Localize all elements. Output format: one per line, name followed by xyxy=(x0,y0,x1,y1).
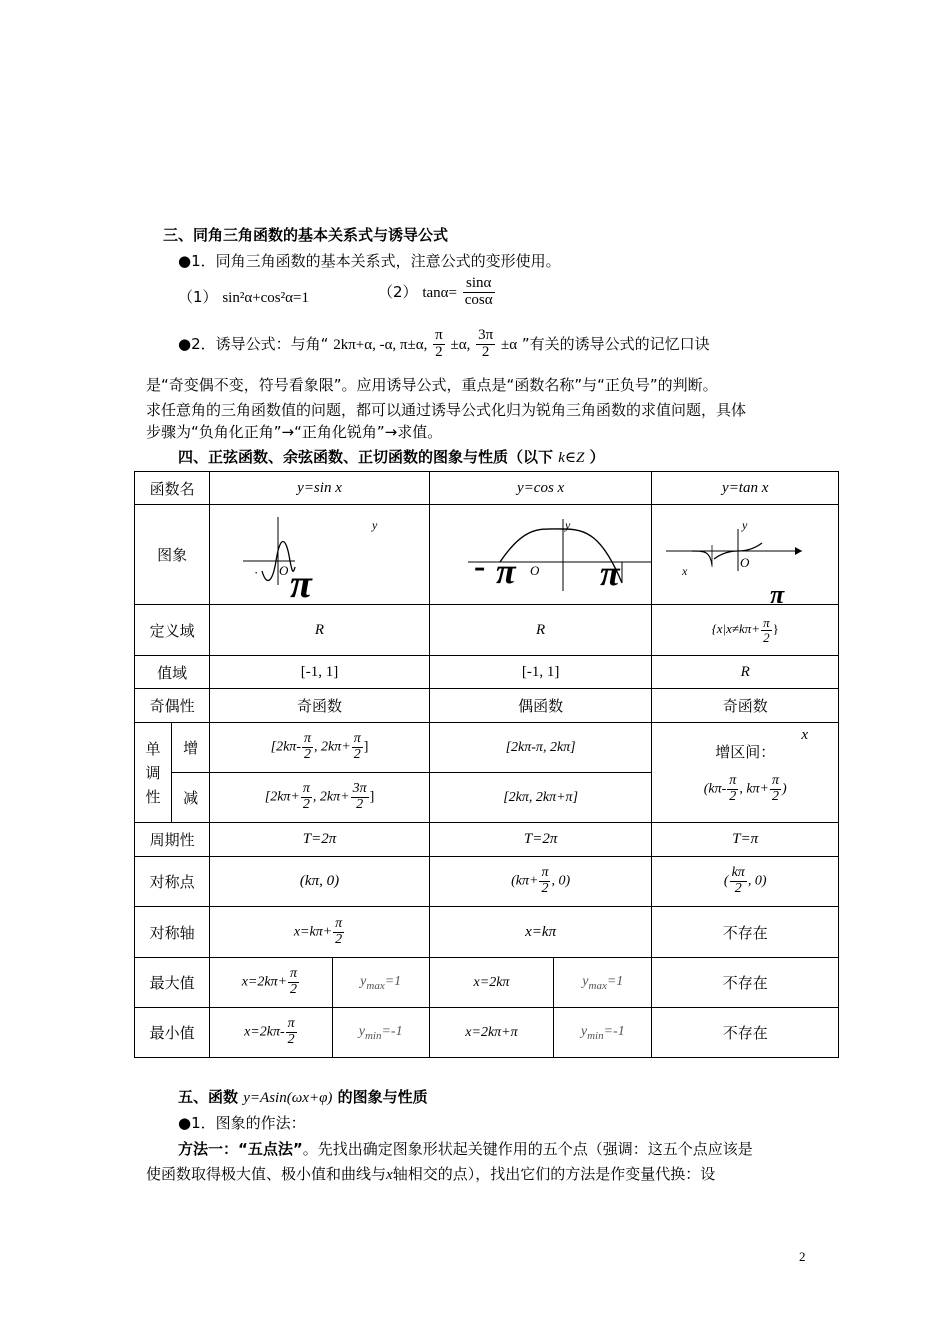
formula-row-1 xyxy=(178,286,309,307)
sin-dot-label: · xyxy=(254,565,259,580)
sin-pi-label: π xyxy=(290,561,313,603)
max-sin-y xyxy=(332,958,429,1008)
frac-den: 2 xyxy=(541,881,549,896)
item2-pm1: ±α, xyxy=(450,336,471,353)
frac-num: π xyxy=(541,865,549,881)
sin-dec-c: ] xyxy=(369,789,375,805)
tan-mono-interval xyxy=(652,774,838,804)
frac-num: π xyxy=(290,966,298,982)
sin-y-label: y xyxy=(372,518,378,532)
sin-dec-frac1 xyxy=(301,782,312,812)
frac-num: π xyxy=(772,772,780,788)
min-val: =-1 xyxy=(381,1023,403,1039)
row-mono-label xyxy=(135,723,172,823)
formula1: sin²α+cos²α=1 xyxy=(222,290,309,306)
max-tan: 不存在 xyxy=(652,958,839,1008)
parity-sin: 奇函数 xyxy=(210,689,430,723)
section5-line2 xyxy=(146,1163,715,1184)
sin-dec-frac2 xyxy=(351,782,369,812)
domain-tan-den: 2 xyxy=(763,629,770,645)
center-cos xyxy=(429,857,652,907)
section5-title-math: y=Asin(ωx+φ) xyxy=(243,1090,333,1106)
domain-tan-num: π xyxy=(763,614,770,630)
max-val: =1 xyxy=(606,973,624,989)
tan-stray-x: x xyxy=(801,727,808,743)
axis-sin-frac xyxy=(333,917,344,947)
cos-minus-label: - xyxy=(473,548,486,585)
min-y: y xyxy=(580,1023,588,1039)
item2-frac1-den: 2 xyxy=(435,343,443,360)
properties-table xyxy=(134,471,839,1058)
frac-den: 2 xyxy=(290,982,298,997)
table-row xyxy=(135,472,839,505)
frac-den: 2 xyxy=(772,788,779,804)
section4-title xyxy=(178,446,605,467)
center-cos-a: (kπ+ xyxy=(511,873,539,889)
range-cos: [-1, 1] xyxy=(429,656,652,689)
range-sin: [-1, 1] xyxy=(210,656,430,689)
section5-title-a: 五、函数 xyxy=(178,1088,239,1106)
formula2-den: cosα xyxy=(464,291,493,308)
method-label: 方法一：“五点法” xyxy=(178,1140,303,1158)
table-row xyxy=(135,689,839,723)
tan-monotonic xyxy=(652,723,839,823)
para-line3: 步骤为“负角化正角”→“正角化锐角”→求值。 xyxy=(146,423,443,441)
formula-row-2 xyxy=(378,276,496,309)
domain-tan-post: } xyxy=(772,620,779,636)
domain-tan-frac xyxy=(761,616,772,644)
cos-increasing: [2kπ-π, 2kπ] xyxy=(429,723,652,773)
row-period-label: 周期性 xyxy=(135,823,210,857)
para-line1: 是“奇变偶不变，符号看象限”。应用诱导公式，重点是“函数名称”与“正负号”的判断。 xyxy=(146,376,718,394)
min-sin-frac xyxy=(286,1017,297,1047)
domain-tan xyxy=(652,605,839,656)
parity-cos: 偶函数 xyxy=(429,689,652,723)
period-sin: T=2π xyxy=(210,823,430,857)
sin-dec-b: , 2kπ+ xyxy=(312,789,350,805)
item2-frac2-den: 2 xyxy=(481,343,490,360)
tan-curve-left xyxy=(692,551,712,565)
graph-cos-cell xyxy=(429,505,652,605)
frac-den: 2 xyxy=(729,788,737,804)
sin-inc-b: , 2kπ+ xyxy=(314,739,351,755)
min-sub: min xyxy=(364,1029,382,1042)
section3-item1: ●1．同角三角函数的基本关系式，注意公式的变形使用。 xyxy=(178,252,561,270)
axis-sin xyxy=(210,907,430,958)
frac-den: 2 xyxy=(302,797,310,812)
row-range-label: 值域 xyxy=(135,656,210,689)
frac-den: 2 xyxy=(335,931,343,947)
min-cos-y xyxy=(554,1008,652,1058)
domain-cos: R xyxy=(429,605,652,656)
item2-frac2 xyxy=(476,328,495,361)
graph-tan-cell xyxy=(652,505,839,605)
min-val: =-1 xyxy=(603,1023,625,1039)
min-cos-x: x=2kπ+π xyxy=(429,1008,553,1058)
mono-char-1: 单 xyxy=(145,739,161,758)
section4-title-end: ） xyxy=(589,448,605,466)
frac-num: π xyxy=(353,731,361,747)
section3-item2 xyxy=(178,328,710,361)
tan-mono-frac2 xyxy=(770,774,781,804)
section4-title-math: k∈Z xyxy=(558,450,585,466)
section5-item1: ●1．图象的作法： xyxy=(178,1114,306,1132)
max-sin-frac xyxy=(288,967,299,997)
cos-graph xyxy=(430,505,652,603)
table-row xyxy=(135,823,839,857)
para-line2: 求任意角的三角函数值的问题，都可以通过诱导公式化归为锐角三角函数的求值问题，具体 xyxy=(146,401,747,419)
tan-y-label: y xyxy=(742,518,748,532)
cos-pi-right: π xyxy=(599,553,620,593)
cos-pi-left: π xyxy=(495,551,516,591)
table-row xyxy=(135,958,839,1008)
frac-num: π xyxy=(302,781,310,797)
line2-b: 轴相交的点），找出它们的方法是作变量代换：设 xyxy=(392,1165,716,1183)
row-domain-label: 定义域 xyxy=(135,605,210,656)
sin-decreasing xyxy=(210,773,430,823)
formula2-label: （2） xyxy=(378,282,418,301)
table-row xyxy=(135,656,839,689)
item2-frac1 xyxy=(433,328,445,361)
table-row xyxy=(135,605,839,656)
graph-sin-cell xyxy=(210,505,430,605)
axis-cos: x=kπ xyxy=(429,907,652,958)
mono-dec-label: 减 xyxy=(172,773,210,823)
item2-angles: 2kπ+α, -α, π±α, xyxy=(333,336,428,353)
section5-method xyxy=(178,1138,753,1159)
min-sin-y xyxy=(332,1008,429,1058)
sin-inc-a: [2kπ- xyxy=(270,739,301,755)
axis-tan: 不存在 xyxy=(652,907,839,958)
center-tan xyxy=(652,857,839,907)
center-sin: (kπ, 0) xyxy=(210,857,430,907)
domain-sin: R xyxy=(210,605,430,656)
row-max-label: 最大值 xyxy=(135,958,210,1008)
cos-decreasing: [2kπ, 2kπ+π] xyxy=(429,773,652,823)
section3-title: 三、同角三角函数的基本关系式与诱导公式 xyxy=(163,226,449,244)
center-tan-frac xyxy=(730,866,747,896)
frac-num: π xyxy=(303,731,311,747)
frac-den: 2 xyxy=(353,747,361,762)
formula2-lhs: tanα= xyxy=(422,284,457,301)
min-tan: 不存在 xyxy=(652,1008,839,1058)
row-parity-label: 奇偶性 xyxy=(135,689,210,723)
sin-increasing xyxy=(210,723,430,773)
item2-frac2-num: 3π xyxy=(478,327,494,343)
cos-y-label: y xyxy=(564,518,571,532)
row-center-label: 对称点 xyxy=(135,857,210,907)
min-y: y xyxy=(358,1023,365,1039)
cos-origin: O xyxy=(529,563,540,578)
period-cos: T=2π xyxy=(429,823,652,857)
tan-pi-label: π xyxy=(770,580,785,603)
max-y: y xyxy=(582,973,589,989)
sin-inc-c: ] xyxy=(363,739,369,755)
page-number: 2 xyxy=(799,1249,806,1264)
header-label: 函数名 xyxy=(135,472,210,505)
table-row xyxy=(135,505,839,605)
formula2-fraction xyxy=(463,276,495,309)
max-sub: max xyxy=(588,979,607,992)
item2-suffix: ”有关的诱导公式的记忆口诀 xyxy=(521,334,710,353)
mono-char-2: 调 xyxy=(145,763,161,782)
table-row xyxy=(135,907,839,958)
section5-title xyxy=(178,1086,428,1107)
frac-den: 2 xyxy=(303,747,311,762)
row-axis-label: 对称轴 xyxy=(135,907,210,958)
tan-x-label: x xyxy=(682,564,688,578)
line2-a: 使函数取得极大值、极小值和曲线与 xyxy=(146,1165,387,1183)
tan-graph xyxy=(652,505,837,603)
max-cos-x: x=2kπ xyxy=(429,958,553,1008)
row-graph-label: 图象 xyxy=(135,505,210,605)
mono-char-3: 性 xyxy=(145,787,161,806)
frac-num: π xyxy=(287,1016,295,1032)
formula1-label: （1） xyxy=(178,288,218,306)
row-min-label: 最小值 xyxy=(135,1008,210,1058)
min-sin-x xyxy=(210,1008,332,1058)
tan-mono-b: , kπ+ xyxy=(739,781,769,797)
table-row xyxy=(135,723,839,773)
header-tan: y=tan x xyxy=(652,472,839,505)
section5-title-b: 的图象与性质 xyxy=(337,1088,428,1106)
section4-title-text: 四、正弦函数、余弦函数、正切函数的图象与性质（以下 xyxy=(178,448,554,466)
tan-mono-label: 增区间： xyxy=(715,742,776,761)
max-val: =1 xyxy=(384,973,402,989)
center-tan-b: , 0) xyxy=(747,873,767,889)
method-text: 。先找出确定图象形状起关键作用的五个点（强调：这五个点应该是 xyxy=(302,1140,753,1158)
mono-inc-label: 增 xyxy=(172,723,210,773)
max-y: y xyxy=(360,973,367,989)
period-tan: T=π xyxy=(652,823,839,857)
frac-num: π xyxy=(335,915,343,931)
item2-prefix: ●2．诱导公式：与角“ xyxy=(178,334,329,353)
header-sin: y=sin x xyxy=(210,472,430,505)
frac-den: 2 xyxy=(356,797,364,812)
frac-den: 2 xyxy=(287,1032,295,1047)
max-cos-y xyxy=(554,958,652,1008)
item2-pm2: ±α xyxy=(500,336,518,353)
sin-origin: O xyxy=(279,563,289,578)
max-sin-x-text: x=2kπ+ xyxy=(241,974,288,990)
frac-num: 3π xyxy=(352,781,367,797)
range-tan: R xyxy=(652,656,839,689)
table-row xyxy=(135,1008,839,1058)
tan-x-arrow-icon xyxy=(795,547,802,555)
center-tan-a: ( xyxy=(723,873,729,889)
max-sin-x xyxy=(210,958,332,1008)
sin-graph xyxy=(210,505,432,603)
header-cos: y=cos x xyxy=(429,472,652,505)
frac-den: 2 xyxy=(734,881,742,896)
table-row xyxy=(135,857,839,907)
tan-origin: O xyxy=(740,555,750,570)
frac-num: kπ xyxy=(731,865,745,881)
formula2-num: sinα xyxy=(463,276,495,293)
sin-inc-frac1 xyxy=(302,732,313,762)
tan-mono-frac1 xyxy=(727,774,738,804)
frac-num: π xyxy=(729,772,737,788)
axis-sin-a: x=kπ+ xyxy=(293,924,333,940)
line2-x: x xyxy=(386,1167,393,1183)
center-cos-frac xyxy=(539,866,550,896)
parity-tan: 奇函数 xyxy=(652,689,839,723)
center-cos-b: , 0) xyxy=(551,873,571,889)
min-sin-x-text: x=2kπ- xyxy=(244,1024,285,1040)
min-sub: min xyxy=(587,1029,604,1042)
item2-frac1-num: π xyxy=(435,327,443,343)
domain-tan-pre: {x|x≠kπ+ xyxy=(711,620,761,636)
sin-inc-frac2 xyxy=(352,732,363,762)
tan-mono-c: ) xyxy=(782,781,787,797)
max-sub: max xyxy=(366,979,385,992)
tan-mono-a: (kπ- xyxy=(703,781,727,797)
sin-dec-a: [2kπ+ xyxy=(264,789,300,805)
